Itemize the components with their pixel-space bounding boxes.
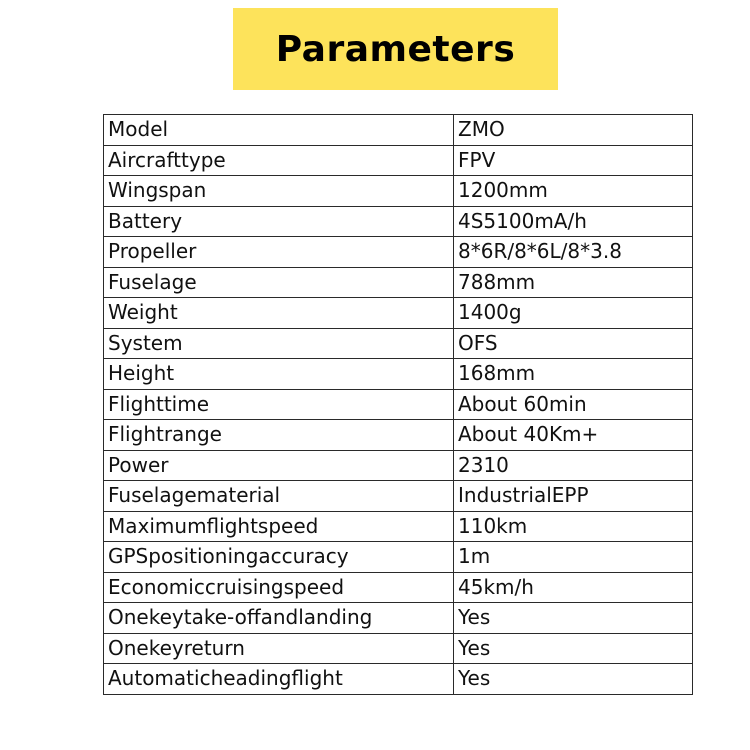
param-value: 45km/h [454,572,693,603]
table-row [104,176,693,207]
table-row [104,481,693,512]
title-banner [233,8,558,90]
table-row [104,542,693,573]
param-value: 1200mm [454,176,693,207]
param-value: Yes [454,633,693,664]
param-value: ZMO [454,115,693,146]
param-label: Battery [104,206,454,237]
table-row [104,511,693,542]
param-value: 168mm [454,359,693,390]
param-label: System [104,328,454,359]
param-label: Power [104,450,454,481]
table-row [104,206,693,237]
table-row [104,237,693,268]
parameters-table [103,114,693,695]
param-value: 8*6R/8*6L/8*3.8 [454,237,693,268]
param-value: 1m [454,542,693,573]
table-row [104,572,693,603]
param-value: 2310 [454,450,693,481]
param-label: Flightrange [104,420,454,451]
table-row [104,145,693,176]
table-row [104,450,693,481]
table-row [104,603,693,634]
page-title: Parameters [275,28,516,70]
param-value: OFS [454,328,693,359]
param-label: Economiccruisingspeed [104,572,454,603]
param-value: 1400g [454,298,693,329]
table-row [104,359,693,390]
param-label: Weight [104,298,454,329]
param-label: Automaticheadingflight [104,664,454,695]
param-value: Yes [454,603,693,634]
param-value: 110km [454,511,693,542]
param-value: Yes [454,664,693,695]
param-value: About 60min [454,389,693,420]
table-row [104,633,693,664]
param-label: Maximumflightspeed [104,511,454,542]
param-label: Model [104,115,454,146]
param-label: Onekeyreturn [104,633,454,664]
param-label: Onekeytake-offandlanding [104,603,454,634]
param-value: FPV [454,145,693,176]
param-label: Propeller [104,237,454,268]
param-label: Height [104,359,454,390]
param-label: Wingspan [104,176,454,207]
param-label: GPSpositioningaccuracy [104,542,454,573]
param-label: Fuselagematerial [104,481,454,512]
table-row [104,267,693,298]
table-row [104,389,693,420]
param-label: Flighttime [104,389,454,420]
param-value: About 40Km+ [454,420,693,451]
param-value: IndustrialEPP [454,481,693,512]
param-value: 4S5100mA/h [454,206,693,237]
table-row [104,420,693,451]
table-row [104,115,693,146]
table-row [104,664,693,695]
table-row [104,328,693,359]
table-row [104,298,693,329]
param-label: Fuselage [104,267,454,298]
param-value: 788mm [454,267,693,298]
param-label: Aircrafttype [104,145,454,176]
